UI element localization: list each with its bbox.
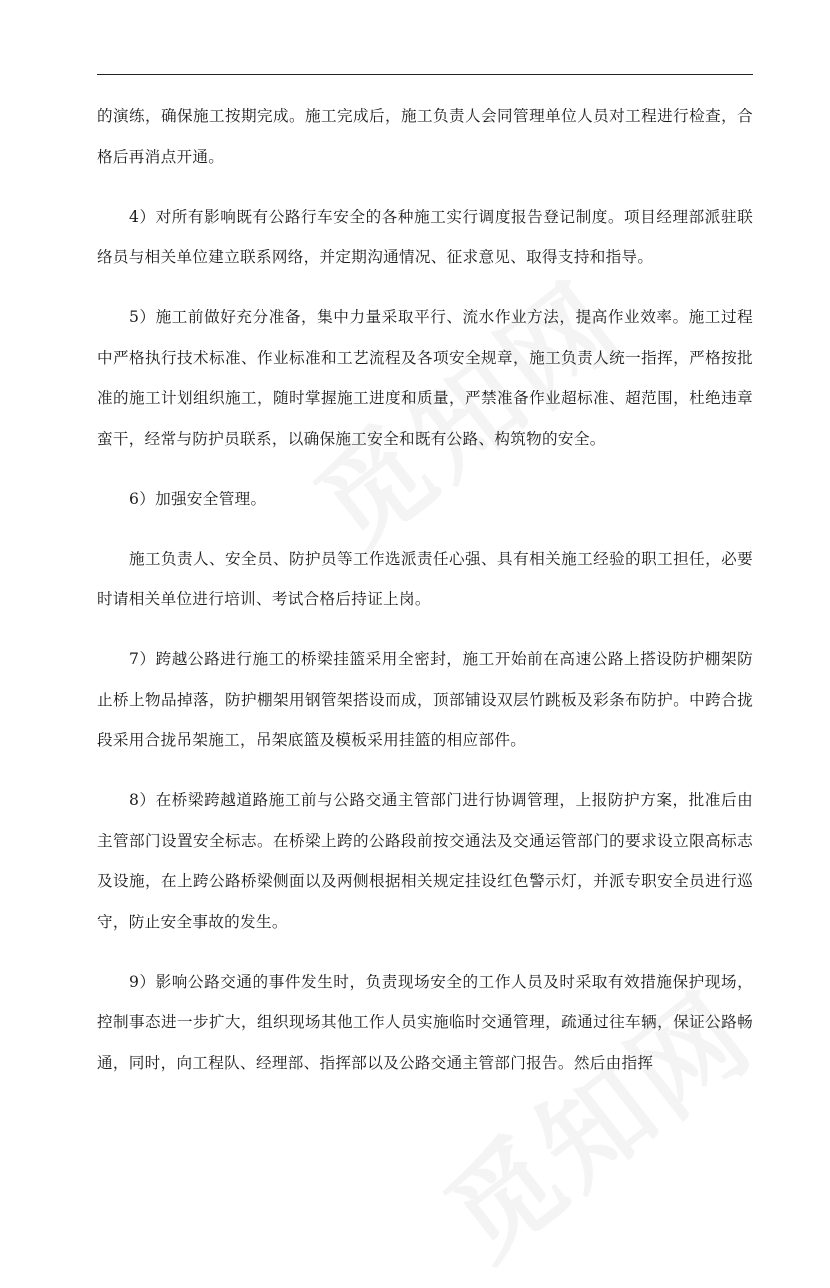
header-rule [97, 74, 753, 75]
paragraph-item-4: 4）对所有影响既有公路行车安全的各种施工实行调度报告登记制度。项目经理部派驻联络员与相关单位建立联系网络，并定期沟通情况、征求意见、取得支持和指导。 [97, 207, 753, 266]
paragraph-item-5: 5）施工前做好充分准备，集中力量采取平行、流水作业方法，提高作业效率。施工过程中严格执行技术标准、作业标准和工艺流程及各项安全规章，施工负责人统一指挥，严格按批准的施工计划组织施工，随时掌握施工进度和质量，严禁准备作业超标准、超范围，杜绝违章蛮干，经常与防护员联系，以确保施工安全和既有公路、构筑物的安全。 [97, 308, 753, 448]
paragraph-item-9: 9）影响公路交通的事件发生时，负责现场安全的工作人员及时采取有效措施保护现场，控制事态进一步扩大，组织现场其他工作人员实施临时交通管理，疏通过往车辆，保证公路畅通，同时，向工程队、经理部、指挥部以及公路交通主管部门报告。然后由指挥 [97, 972, 753, 1072]
paragraph-continuation: 的演练，确保施工按期完成。施工完成后，施工负责人会同管理单位人员对工程进行检查，合格后再消点开通。 [97, 107, 753, 166]
paragraph-item-8: 8）在桥梁跨越道路施工前与公路交通主管部门进行协调管理，上报防护方案，批准后由主管部门设置安全标志。在桥梁上跨的公路段前按交通法及交通运管部门的要求设立限高标志及设施，在上跨公路桥梁侧面以及两侧根据相关规定挂设红色警示灯，并派专职安全员进行巡守，防止安全事故的发生。 [97, 791, 753, 931]
paragraph-item-6: 6）加强安全管理。 [129, 489, 267, 508]
paragraph-item-6-detail: 施工负责人、安全员、防护员等工作选派责任心强、具有相关施工经验的职工担任，必要时请相关单位进行培训、考试合格后持证上岗。 [97, 549, 753, 608]
paragraph-item-7: 7）跨越公路进行施工的桥梁挂篮采用全密封，施工开始前在高速公路上搭设防护棚架防止桥上物品掉落，防护棚架用钢管架搭设而成，顶部铺设双层竹跳板及彩条布防护。中跨合拢段采用合拢吊架施工，吊架底篮及模板采用挂篮的相应部件。 [97, 650, 753, 749]
document-body [97, 96, 753, 1103]
